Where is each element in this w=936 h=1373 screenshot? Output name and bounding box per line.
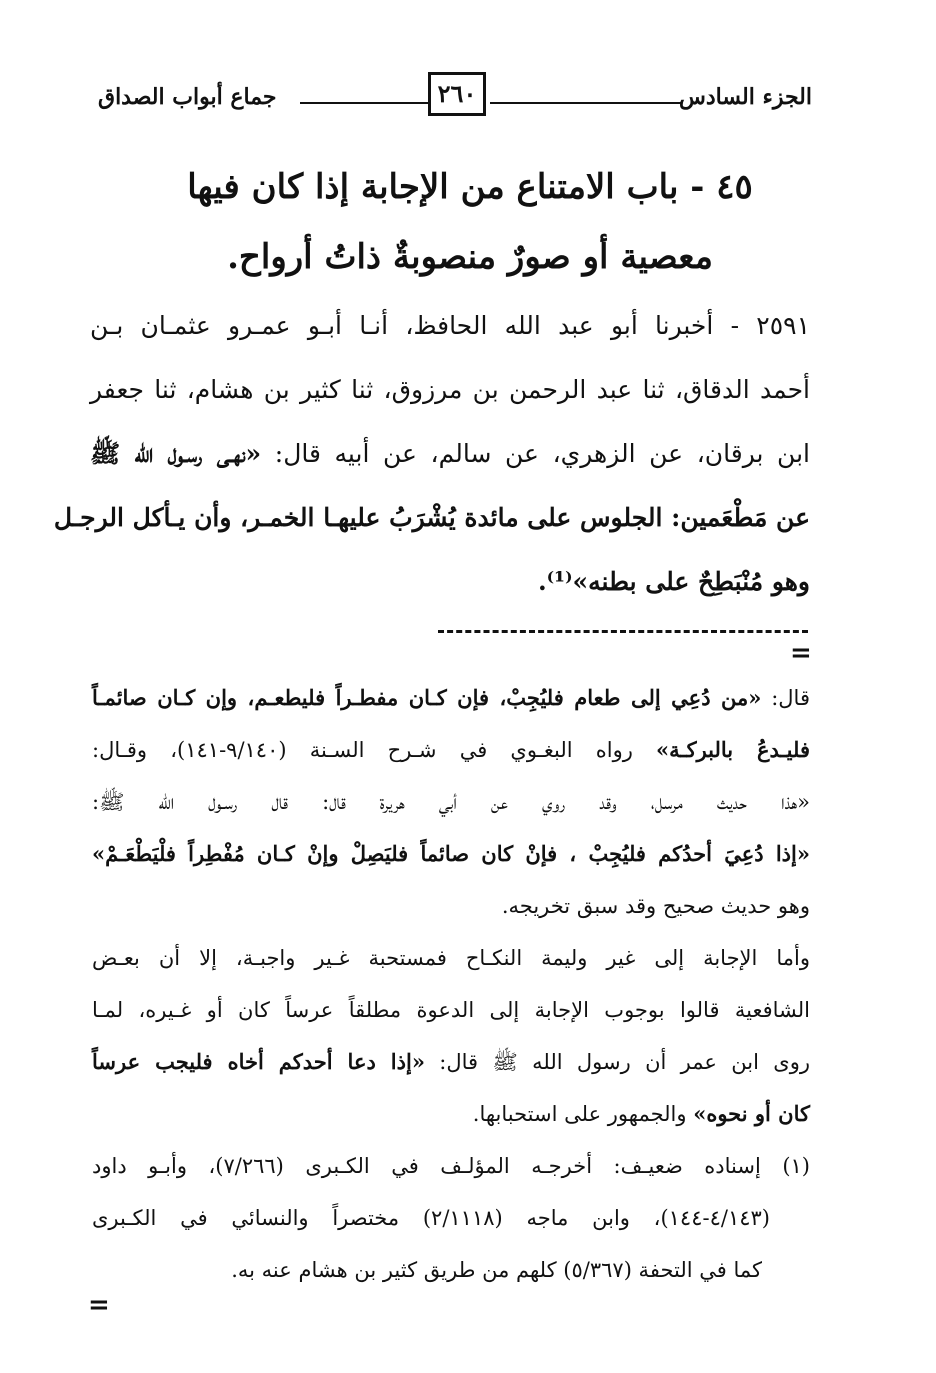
body-line-4: عن مَطْعَمين: الجلوس على مائدة يُشْرَبُ عليهـا الخمـر، وأن يـأكل الرجـل bbox=[53, 503, 810, 532]
header-rule-right bbox=[490, 102, 682, 104]
body-line-5: وهو مُنْبَطِحٌ على بطنه»⁽¹⁾. bbox=[537, 567, 810, 596]
note-line-9: كان أو نحوه» والجمهور على استحبابها. bbox=[472, 1101, 810, 1126]
continuation-mark-bottom: = bbox=[88, 1290, 110, 1320]
page-number: ٢٦٠ bbox=[428, 72, 486, 116]
note-line-5: وهو حديث صحيح وقد سبق تخريجه. bbox=[501, 894, 810, 918]
body-line-2: أحمد الدقاق، ثنا عبد الرحمن بن مرزوق، ثنا كثير بن هشام، ثنا جعفر bbox=[90, 375, 810, 404]
continuation-mark-top: = bbox=[790, 638, 812, 668]
footnotes bbox=[92, 672, 810, 1296]
note-line-6: وأما الإجابة إلى غير وليمة النكـاح فمستحبة غـير واجبـة، إلا أن بعـض bbox=[92, 946, 810, 970]
note-line-8: روى ابن عمر أن رسول الله ﷺ قال: «إذا دعا أحدكم أخاه فليجب عرساً bbox=[92, 1049, 810, 1074]
footnote-1-line-2: (٤/١٤٣-١٤٤)، وابن ماجه (٢/١١١٨) مختصراً والنسائي في الكـبرى bbox=[92, 1206, 770, 1230]
note-line-3: «هذا حديث مرسل، وقد روي عن أبي هريرة قال: قال رسـول الله ﷺ: bbox=[92, 790, 810, 814]
note-line-4: «إذا دُعِيَ أحدُكم فليُجِبْ ، فإنْ كان صائماً فليَصِلْ وإنْ كـان مُفْطِراً فلْيَطْعَـمْ» bbox=[92, 841, 810, 866]
footnote-1-line-3: كما في التحفة (٥/٣٦٧) كلهم من طريق كثير بن هشام عنه به. bbox=[231, 1258, 762, 1282]
header-book-title: جماع أبواب الصداق bbox=[98, 84, 277, 110]
header-rule-left bbox=[300, 102, 428, 104]
chapter-title-line-1: ٤٥ - باب الامتناع من الإجابة إذا كان فيها bbox=[187, 167, 753, 207]
note-line-1: قال: «من دُعِي إلى طعام فليُجِبْ، فإن كـان مفطـراً فليطعـم، وإن كـان صائمـاً bbox=[92, 685, 810, 710]
hadith-text bbox=[53, 294, 810, 614]
chapter-title bbox=[120, 152, 820, 292]
note-line-7: الشافعية قالوا بوجوب الإجابة إلى الدعوة مطلقاً عرساً كان أو غـيره، لمـا bbox=[92, 998, 810, 1022]
footnote-1-line-1: (١) إسناده ضعيـف: أخرجـه المؤلـف في الكـبرى (٧/٢٦٦)، وأبـو داود bbox=[92, 1154, 810, 1178]
body-line-3: ابن برقان، عن الزهري، عن سالم، عن أبيه قال: «نهـى رسـول الله ﷺ bbox=[90, 439, 810, 468]
footnote-separator bbox=[438, 630, 808, 633]
note-line-2: فليـدعُ بالبركـة» رواه البغـوي في شـرح السـنة (٩/١٤٠-١٤١)، وقـال: bbox=[92, 737, 810, 762]
chapter-title-line-2: معصية أو صورٌ منصوبةٌ ذاتُ أرواح. bbox=[227, 237, 713, 277]
header-part-label: الجزء السادس bbox=[679, 84, 812, 110]
body-line-1: ٢٥٩١ - أخبرنا أبو عبد الله الحافظ، أنـا أبـو عمـرو عثمـان بـن bbox=[90, 311, 810, 340]
